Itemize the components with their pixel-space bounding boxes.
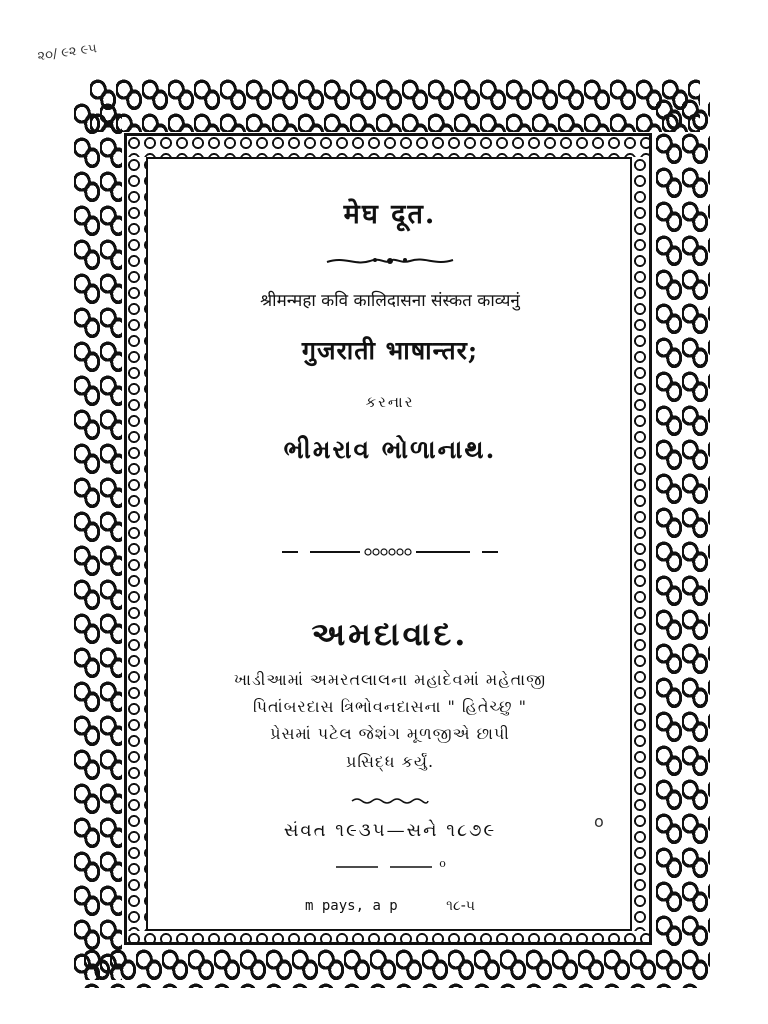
author-label: કરનાર bbox=[365, 393, 415, 411]
press-line-1: ખાડીઆમાં અમરતલાલના મહાદેવમાં મહેતાજી bbox=[233, 670, 547, 689]
stamp-number: ૧૮-૫ bbox=[446, 898, 475, 914]
author-name: ભીમરાવ ભોળાનાથ. bbox=[283, 435, 497, 464]
press-line-4: પ્રસિદ્ધ કર્યું. bbox=[345, 752, 435, 771]
ornament-divider-2 bbox=[150, 858, 630, 877]
publication-city: અમદાવાદ. bbox=[311, 615, 469, 653]
subtitle-gujarati-translation: गुजराती भाषान्तर; bbox=[301, 336, 479, 365]
library-stamp bbox=[150, 898, 630, 914]
ornamental-border-right bbox=[656, 96, 710, 986]
ornamental-border-bottom bbox=[84, 946, 700, 988]
title-content bbox=[150, 160, 630, 930]
press-line-2: પિતાંબરદાસ ત્રિભોવનદાસના " હિતેચ્છુ " bbox=[253, 697, 527, 716]
ornament-center-mark: o bbox=[439, 857, 446, 870]
press-line-3: પ્રેસમાં પટેલ જેશંગ મૂળજીએ છાપી bbox=[270, 724, 510, 743]
book-title: मेघ दूत. bbox=[343, 199, 437, 230]
ornamental-border-left bbox=[74, 100, 122, 980]
stamp-text: m pays, a p bbox=[305, 898, 398, 914]
ornament-flourish-1 bbox=[150, 253, 630, 272]
pen-mark: o bbox=[594, 812, 604, 831]
handwritten-scribble: ૨૦/ ૯૨ ૯૫ bbox=[36, 41, 98, 65]
ornament-wave bbox=[150, 790, 630, 809]
ornament-divider-1 bbox=[150, 542, 630, 561]
publication-date: સંવત ૧૯૩૫—સને ૧૮૭૯ bbox=[283, 820, 497, 841]
subtitle-sanskrit-poem: श्रीमन्महा कवि कालिदासना संस्कत काव्यनुं bbox=[260, 291, 520, 311]
